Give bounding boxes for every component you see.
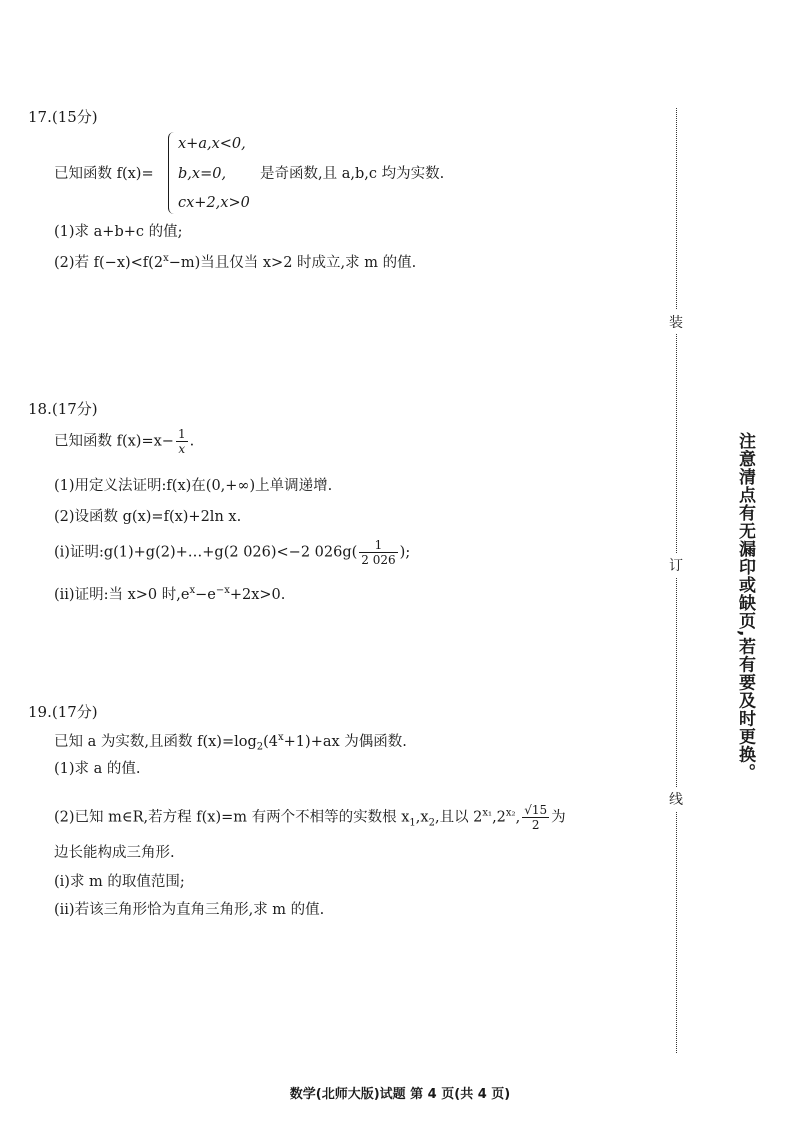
q19-sqrt-den: 2 (531, 818, 540, 832)
q19-part2-e: , (515, 809, 521, 826)
q18-intro-text: 已知函数 f(x)=x− (54, 433, 174, 450)
q18-sub2 (54, 586, 285, 602)
q19-sqrt-num: √15 (524, 803, 548, 817)
q19-part2-a: (2)已知 m∈R,若方程 f(x)=m 有两个不相等的实数根 x (54, 809, 410, 826)
binding-char-ding: 订 (669, 553, 683, 577)
q18-frac-num: 1 (177, 427, 186, 441)
q18-intro (54, 428, 194, 455)
q19-part2-sup1: x₁ (482, 807, 493, 819)
q17-part2-sup: x (163, 253, 169, 264)
q18-part1: (1)用定义法证明:f(x)在(0,+∞)上单调递增. (54, 478, 333, 494)
q18-sub2-sup2: −x (215, 585, 230, 596)
binding-char-zhuang: 装 (669, 310, 683, 334)
q17-case2: b,x=0, (178, 166, 227, 182)
q18-sub2-a: (ⅱ)证明:当 x>0 时,e (54, 586, 190, 603)
q19-line1-c: +1)+ax 为偶函数. (283, 733, 407, 750)
binding-char-xian: 线 (669, 787, 683, 811)
q17-part2-post: −m)当且仅当 x>2 时成立,求 m 的值. (168, 254, 417, 271)
q19-sub2: (ⅱ)若该三角形恰为直角三角形,求 m 的值. (54, 902, 325, 918)
q19-part2-d: ,2 (492, 809, 506, 826)
q19-part2 (54, 804, 566, 831)
q19-line1-a: 已知 a 为实数,且函数 f(x)=log (54, 733, 257, 750)
q19-part2-line2: 边长能构成三角形. (54, 845, 175, 861)
q18-part2: (2)设函数 g(x)=f(x)+2ln x. (54, 509, 242, 525)
q19-part2-sub1: 1 (409, 817, 416, 829)
q19-line1-sup: x (278, 732, 284, 743)
binding-dotted-line (676, 108, 677, 1053)
q18-sub1-post: ); (399, 544, 411, 561)
q18-intro-end: . (189, 433, 195, 450)
q19-part2-b: ,x (415, 809, 429, 826)
q17-case3: cx+2,x>0 (178, 195, 250, 211)
q19-part2-f: 为 (551, 809, 566, 826)
q19-sub1: (ⅰ)求 m 的取值范围; (54, 874, 185, 890)
q19-part2-sup2: x₂ (505, 807, 516, 819)
q18-sub2-b: −e (195, 586, 216, 603)
q18-sub1-pre: (ⅰ)证明:g(1)+g(2)+…+g(2 026)<−2 026g( (54, 544, 358, 561)
q18-sub1 (54, 539, 410, 566)
q18-sub1-num: 1 (359, 539, 397, 553)
print-notice: 注意清点有无漏印或缺页,若有要及时更换。 (735, 432, 755, 782)
q19-line1 (54, 733, 407, 753)
q17-number: 17.(15分) (28, 108, 98, 126)
q17-case-brace (168, 132, 177, 214)
q17-case1: x+a,x<0, (178, 136, 246, 152)
q19-part1: (1)求 a 的值. (54, 761, 141, 777)
q19-part2-c: ,且以 2 (434, 809, 483, 826)
q18-frac-den: x (178, 442, 186, 456)
q17-intro: 已知函数 f(x)= (54, 166, 154, 182)
q17-part2-pre: (2)若 f(−x)<f(2 (54, 254, 164, 271)
q19-sqrt-fraction (522, 804, 549, 831)
q18-sub2-c: +2x>0. (229, 586, 286, 603)
q18-number: 18.(17分) (28, 400, 98, 418)
q18-sub1-den: 2 026 (361, 553, 396, 567)
q18-fraction (176, 428, 188, 455)
q17-part1: (1)求 a+b+c 的值; (54, 224, 183, 240)
page-footer: 数学(北师大版)试题 第 4 页(共 4 页) (289, 1087, 511, 1102)
q18-sub2-sup1: x (189, 585, 196, 596)
q19-line1-sub: 2 (256, 741, 264, 753)
q18-sub1-fraction (359, 539, 397, 566)
q19-number: 19.(17分) (28, 703, 98, 721)
q19-line1-b: (4 (263, 733, 279, 750)
q19-part2-sub2: 2 (428, 817, 435, 829)
q17-part2 (54, 254, 416, 270)
q17-tail: 是奇函数,且 a,b,c 均为实数. (260, 166, 445, 182)
